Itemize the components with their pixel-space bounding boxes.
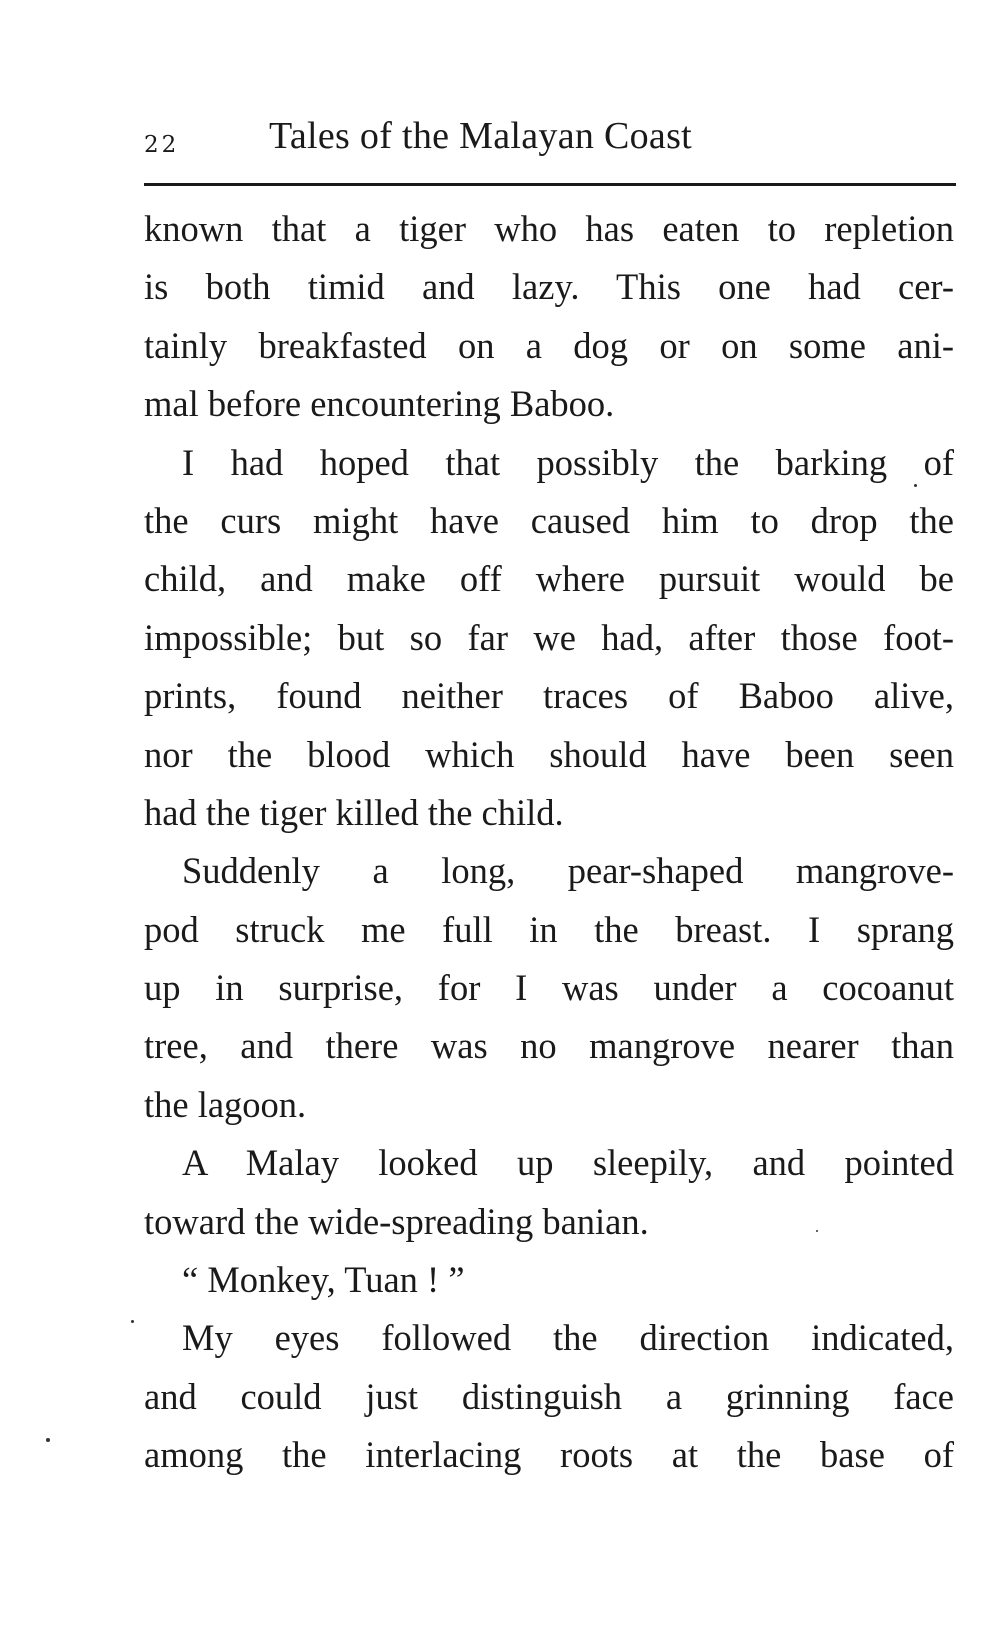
page-number: 22: [144, 132, 180, 158]
text-line: prints, found neither traces of Baboo alive,: [144, 675, 954, 717]
text-line: is both timid and lazy. This one had cer-: [144, 266, 954, 308]
text-line: had the tiger killed the child.: [144, 791, 564, 833]
text-line: known that a tiger who has eaten to repletion: [144, 208, 954, 249]
text-line: A Malay looked up sleepily, and pointed: [182, 1142, 954, 1184]
text-line: I had hoped that possibly the barking of: [182, 441, 954, 483]
print-speck: [131, 1320, 134, 1323]
page-header: [144, 108, 956, 160]
text-line: “ Monkey, Tuan ! ”: [182, 1259, 465, 1301]
text-line: up in surprise, for I was under a cocoanut: [144, 967, 954, 1009]
text-line: My eyes followed the direction indicated,: [182, 1317, 954, 1359]
text-line: the lagoon.: [144, 1083, 307, 1125]
text-line: nor the blood which should have been seen: [144, 733, 954, 775]
header-rule: [144, 183, 956, 186]
print-speck: [816, 1230, 818, 1232]
print-speck: [46, 1438, 50, 1442]
text-line: and could just distinguish a grinning face: [144, 1375, 954, 1417]
text-line: pod struck me full in the breast. I sprang: [144, 908, 954, 950]
running-head: Tales of the Malayan Coast: [269, 115, 693, 157]
text-line: mal before encountering Baboo.: [144, 383, 615, 425]
text-line: tainly breakfasted on a dog or on some ani-: [144, 324, 954, 366]
text-line: Suddenly a long, pear-shaped mangrove-: [182, 850, 954, 892]
print-speck: [914, 484, 917, 487]
text-line: tree, and there was no mangrove nearer than: [144, 1025, 954, 1067]
text-line: child, and make off where pursuit would be: [144, 558, 954, 600]
text-line: impossible; but so far we had, after those foot-: [144, 616, 954, 658]
text-line: among the interlacing roots at the base of: [144, 1434, 954, 1476]
body-text: [144, 200, 954, 1485]
text-line: toward the wide-spreading banian.: [144, 1200, 649, 1242]
text-line: the curs might have caused him to drop the: [144, 499, 954, 541]
